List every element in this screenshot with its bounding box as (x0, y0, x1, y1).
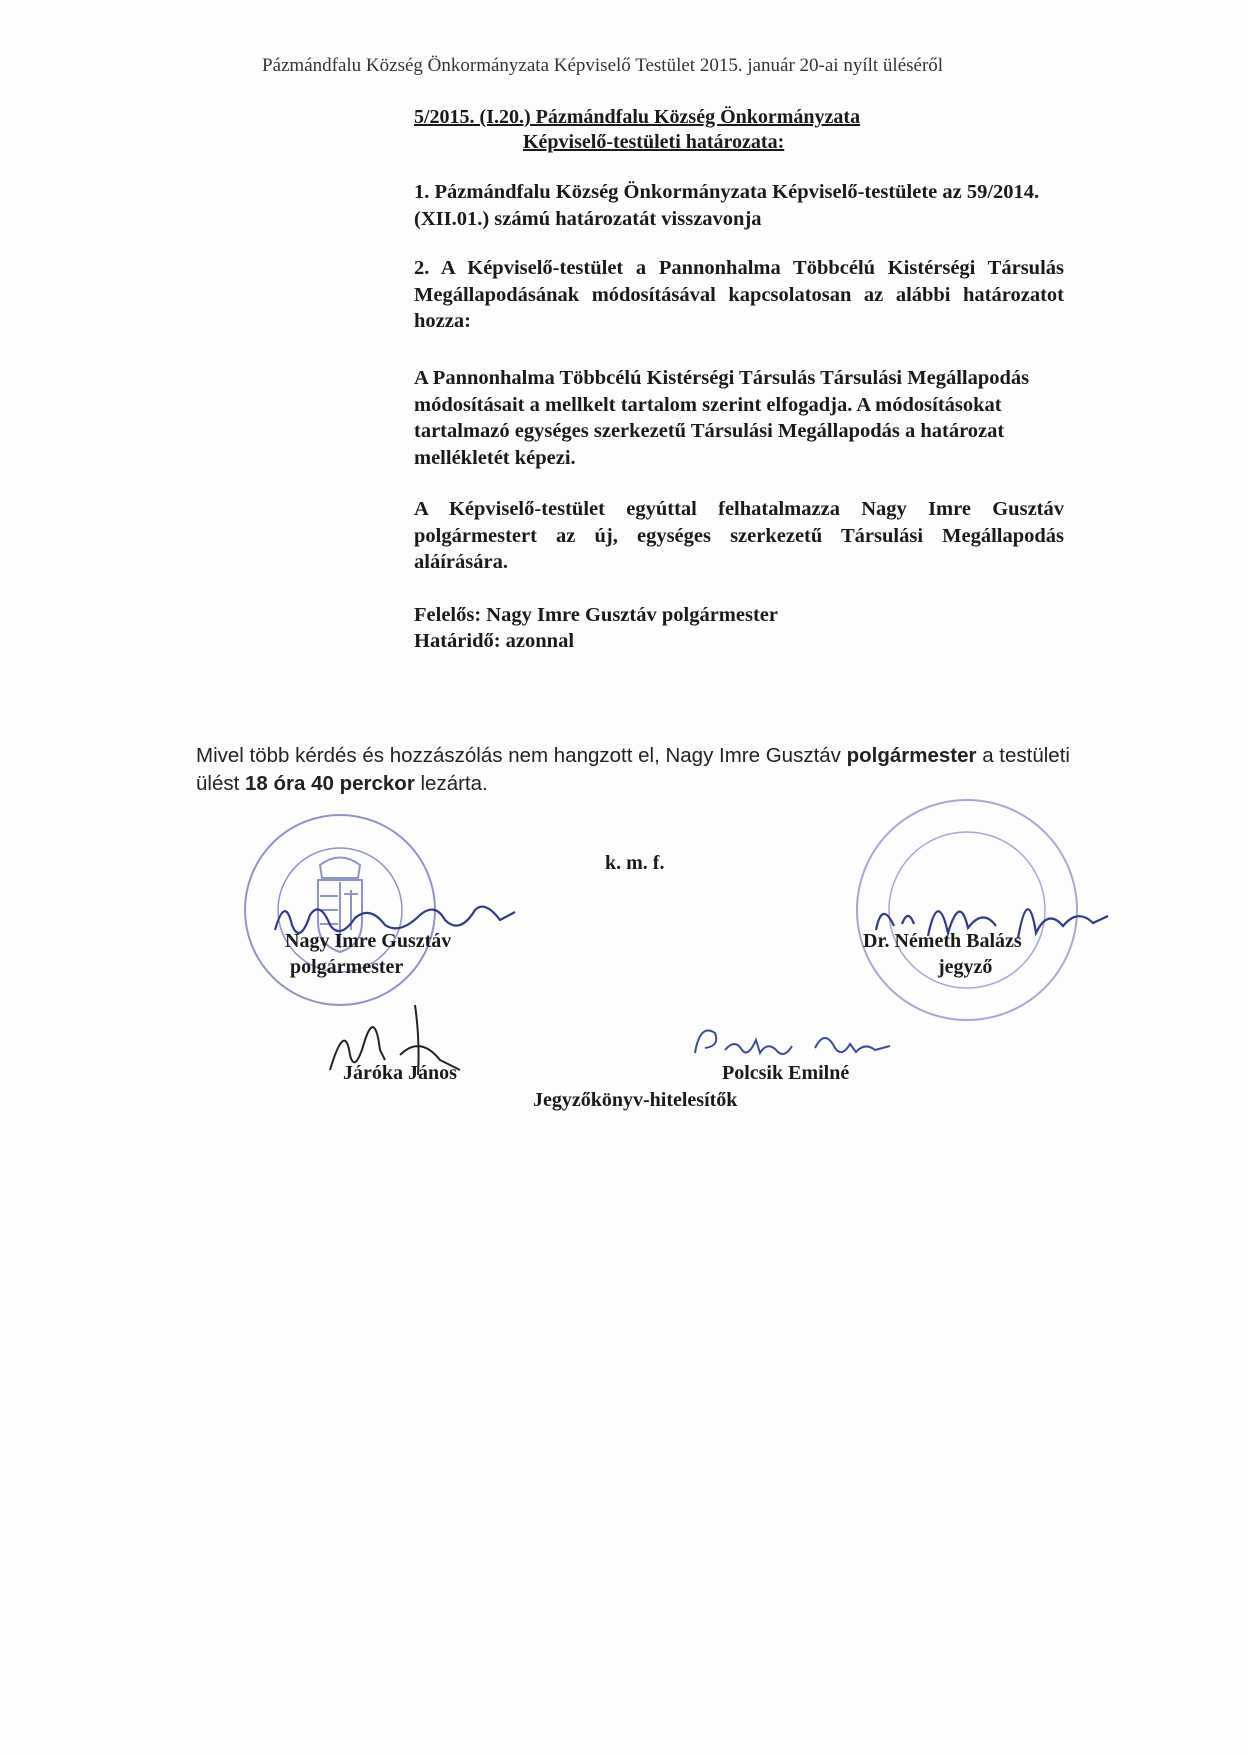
authenticator2-signature (690, 1018, 900, 1068)
closing-paragraph (196, 742, 1084, 798)
notary-name: Dr. Németh Balázs (863, 930, 1022, 952)
authenticators-label: Jegyzőkönyv-hitelesítők (533, 1089, 738, 1111)
closing-bold-1: polgármester (846, 744, 977, 767)
resolution-point-2: 2. A Képviselő-testület a Pannonhalma Többcélú Kistérségi Társulás Megállapodásának módosításával kapcsolatosan az alábbi határozatot hozza: (414, 257, 1064, 332)
mayor-name: Nagy Imre Gusztáv (285, 930, 452, 952)
authenticator1-name: Járóka János (343, 1062, 457, 1084)
closing-text-1: Mivel több kérdés és hozzászólás nem hangzott el, Nagy Imre Gusztáv (196, 744, 847, 767)
closing-text-3: lezárta. (414, 772, 488, 795)
deadline-line: Határidő: azonnal (414, 630, 575, 652)
responsible-line: Felelős: Nagy Imre Gusztáv polgármester (414, 604, 778, 626)
resolution-title-line2: Képviselő-testületi határozata: (523, 131, 785, 153)
resolution-title-line1: 5/2015. (I.20.) Pázmándfalu Község Önkormányzata (414, 106, 861, 128)
kmf-label: k. m. f. (605, 852, 665, 874)
closing-text-2: a testületi ülést (196, 744, 1070, 795)
resolution-paragraph-2: A Képviselő-testület egyúttal felhatalmazza Nagy Imre Gusztáv polgármestert az új, egységes szerkezetű Társulási Megállapodás aláírására. (414, 498, 1064, 573)
page-header: Pázmándfalu Község Önkormányzata Képviselő Testület 2015. január 20-ai nyílt üléséről (262, 55, 944, 76)
resolution-point-1: 1. Pázmándfalu Község Önkormányzata Képviselő-testülete az 59/2014. (XII.01.) számú határozatát visszavonja (414, 181, 1040, 230)
authenticator2-name: Polcsik Emilné (722, 1062, 850, 1084)
responsibility-block (414, 602, 1064, 654)
mayor-title: polgármester (290, 956, 404, 978)
closing-bold-2: 18 óra 40 perckor (245, 772, 415, 795)
notary-title: jegyző (938, 956, 993, 978)
resolution-paragraph-1: A Pannonhalma Többcélú Kistérségi Társulás Társulási Megállapodás módosításait a mellkelt tartalom szerint elfogadja. A módosításokat tartalmazó egységes szerkezetű Társulási Megállapodás a határozat mellékletét képezi. (414, 367, 1030, 469)
